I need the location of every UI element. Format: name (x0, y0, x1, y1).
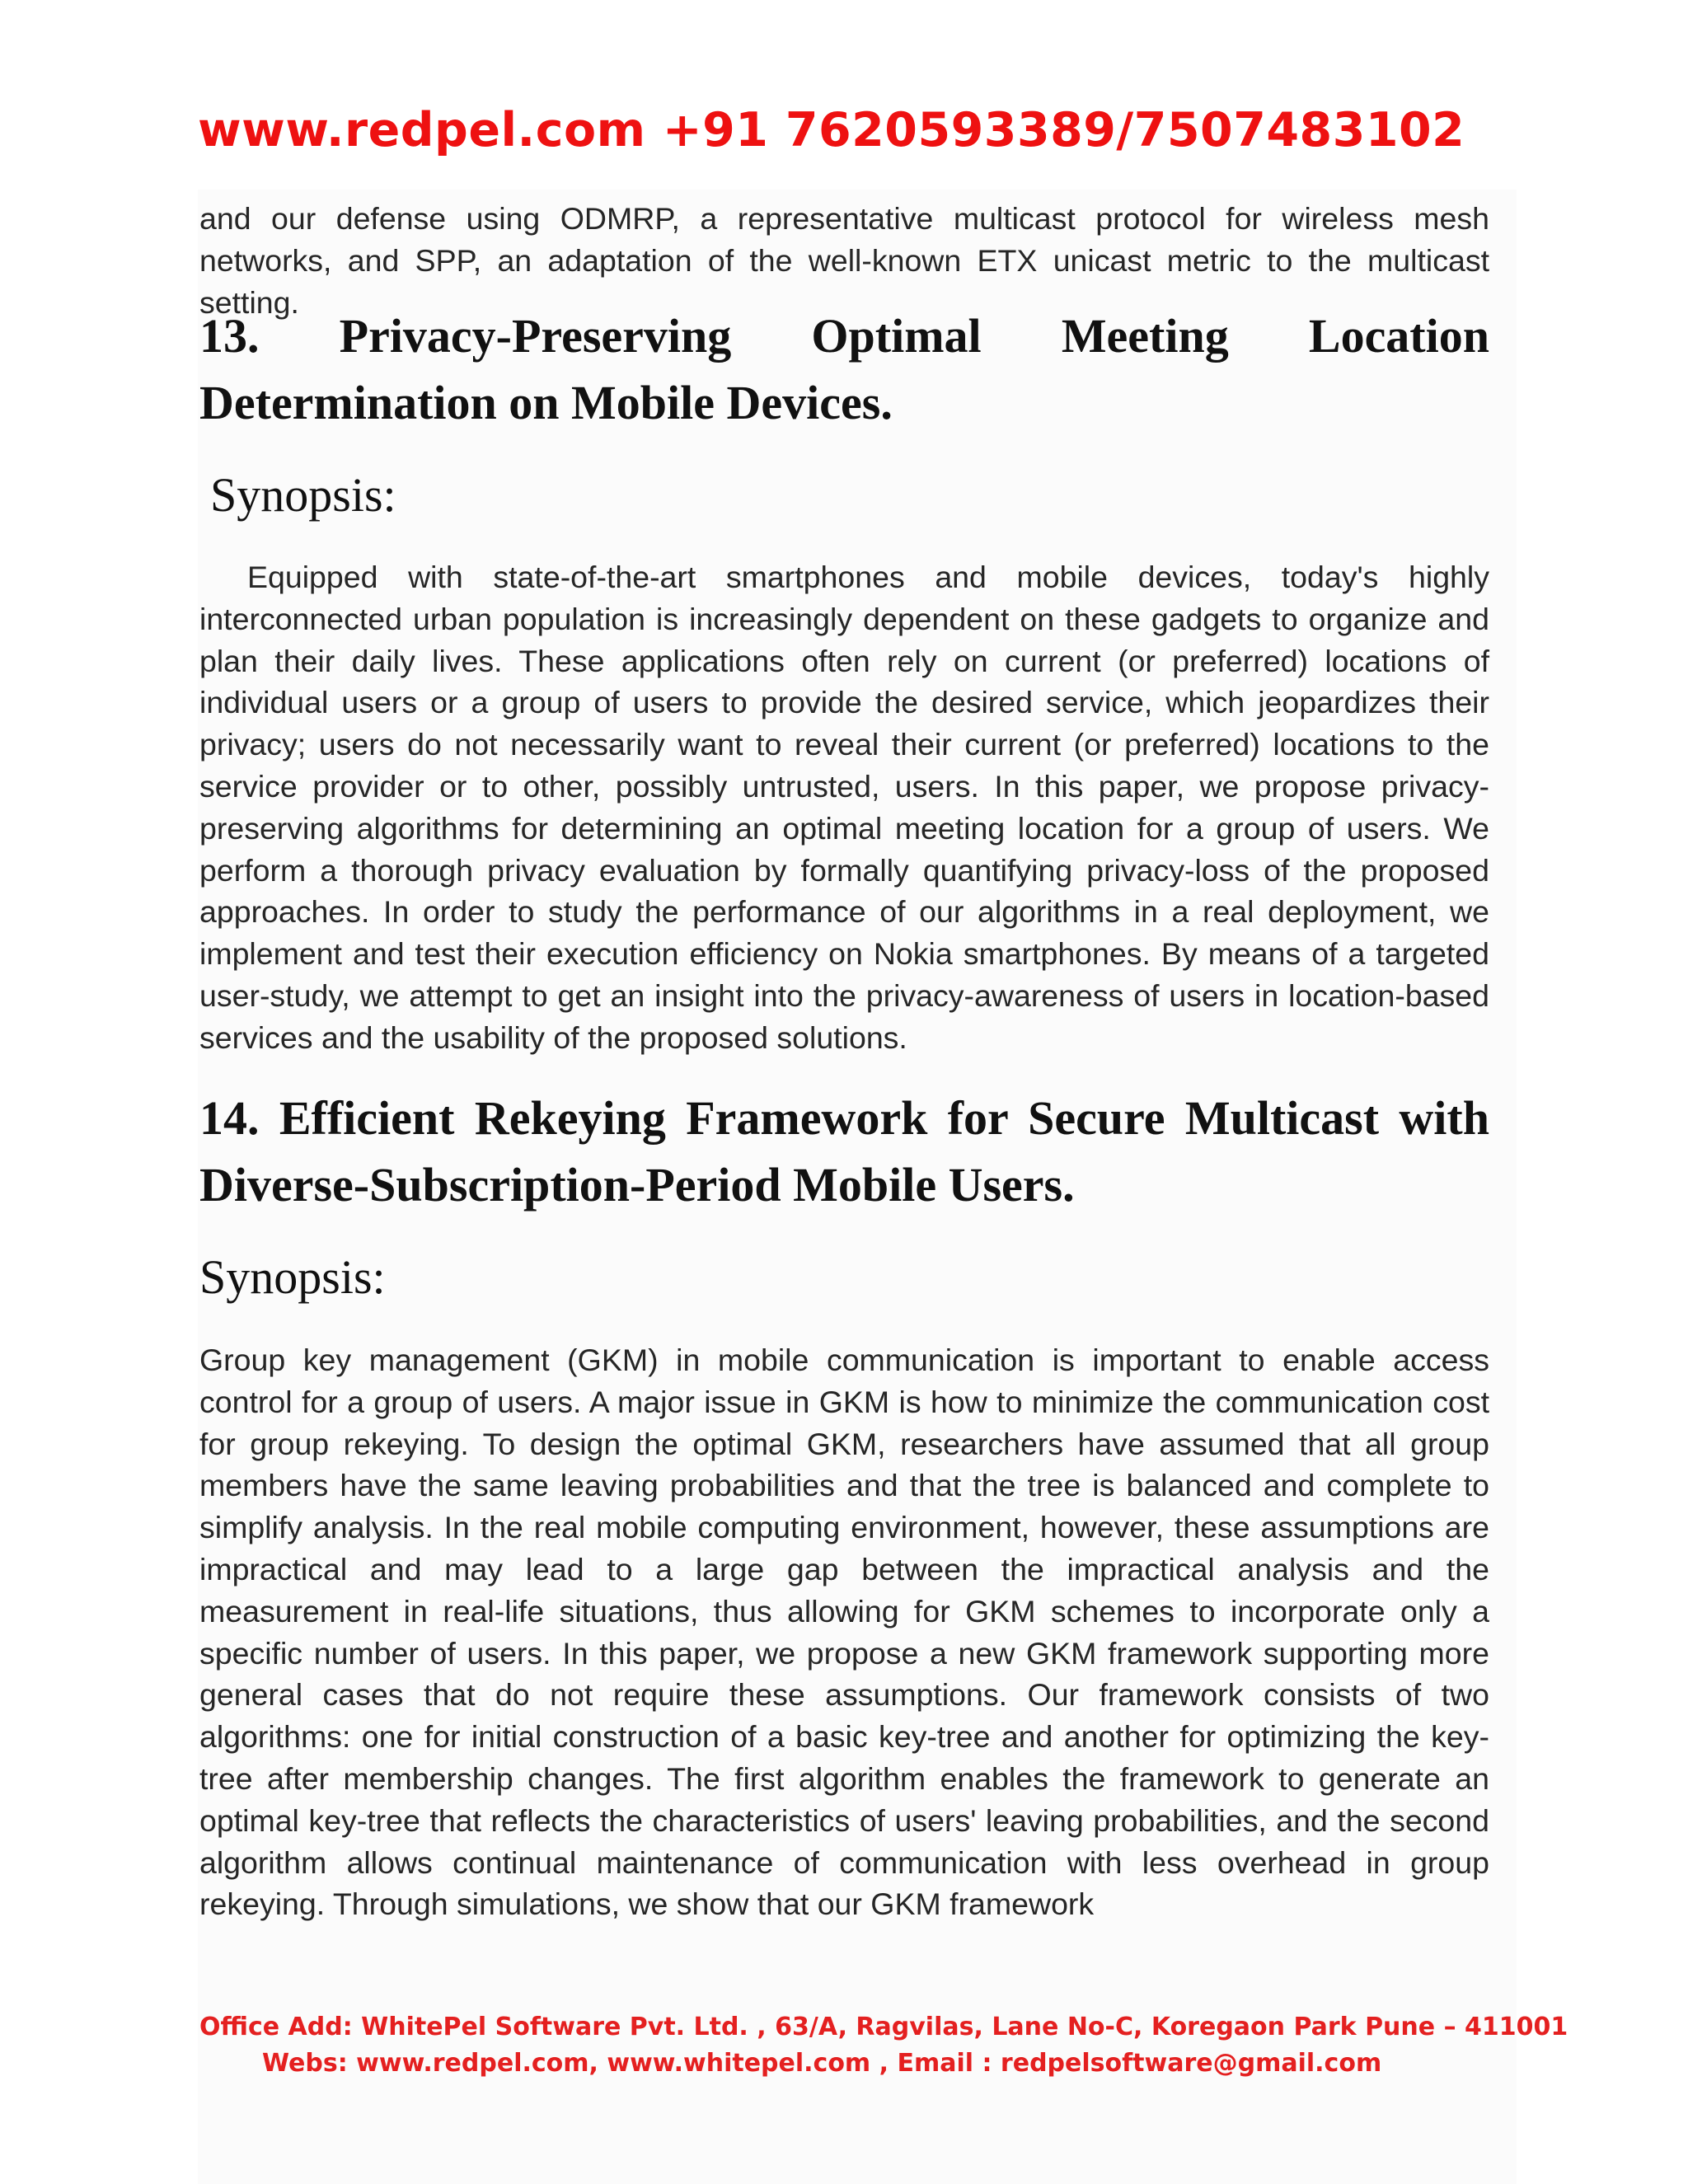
section-14-paragraph: Group key management (GKM) in mobile communication is important to enable access control for a group of users. A major issue in GKM is how to minimize the communication cost for group rekeying. To design the optimal GKM, researchers have assumed that all group members have the same leaving probabilities and that the tree is balanced and complete to simplify analysis. In the real mobile computing environment, however, these assumptions are impractical and may lead to a large gap between the impractical analysis and the measurement in real-life situations, thus allowing for GKM schemes to incorporate only a specific number of users. In this paper, we propose a new GKM framework supporting more general cases that do not require these assumptions. Our framework consists of two algorithms: one for initial construction of a basic key-tree and another for optimizing the key-tree after membership changes. The first algorithm enables the framework to generate an optimal key-tree that reflects the characteristics of users' leaving probabilities, and the second algorithm allows continual maintenance of communication with less overhead in group rekeying. Through simulations, we show that our GKM framework (199, 1343, 1489, 1922)
footer-contact: Webs: www.redpel.com, www.whitepel.com , Email : redpelsoftware@gmail.com (262, 2049, 1382, 2078)
section-13-synopsis-label: Synopsis: (210, 468, 396, 522)
header-contact-line: www.redpel.com +91 7620593389/7507483102 (198, 103, 1465, 157)
section-14-title: 14. Efficient Rekeying Framework for Secure Multicast with Diverse-Subscription-Period Mobile Users. (199, 1091, 1489, 1212)
section-13-paragraph-text: Equipped with state-of-the-art smartphones and mobile devices, today's highly interconnected urban population is increasingly dependent on these gadgets to organize and plan their daily lives. These applications often rely on current (or preferred) locations of individual users or a group of users to provide the desired service, which jeopardizes their privacy; users do not necessarily want to reveal their current (or preferred) locations to the service provider or to other, possibly untrusted, users. In this paper, we propose privacy-preserving algorithms for determining an optimal meeting location for a group of users. We perform a thorough privacy evaluation by formally quantifying privacy-loss of the proposed approaches. In order to study the performance of our algorithms in a real deployment, we implement and test their execution efficiency on Nokia smartphones. By means of a targeted user-study, we attempt to get an insight into the privacy-awareness of users in location-based services and the usability of the proposed solutions. (199, 560, 1489, 1055)
section-13-paragraph (199, 556, 1489, 1059)
section-13-title-line-2: Determination on Mobile Devices. (199, 376, 893, 429)
footer-address: Office Add: WhitePel Software Pvt. Ltd. , 63/A, Ragvilas, Lane No-C, Koregaon Park Pune – 411001 (199, 2013, 1568, 2041)
section-14-synopsis-label: Synopsis: (199, 1250, 386, 1304)
section-13-title-line-1: 13. Privacy-Preserving Optimal Meeting Location (199, 309, 1489, 363)
intro-paragraph: and our defense using ODMRP, a representative multicast protocol for wireless mesh networks, and SPP, an adaptation of the well-known ETX unicast metric to the multicast setting. (199, 201, 1489, 320)
section-13-title (199, 302, 1489, 436)
